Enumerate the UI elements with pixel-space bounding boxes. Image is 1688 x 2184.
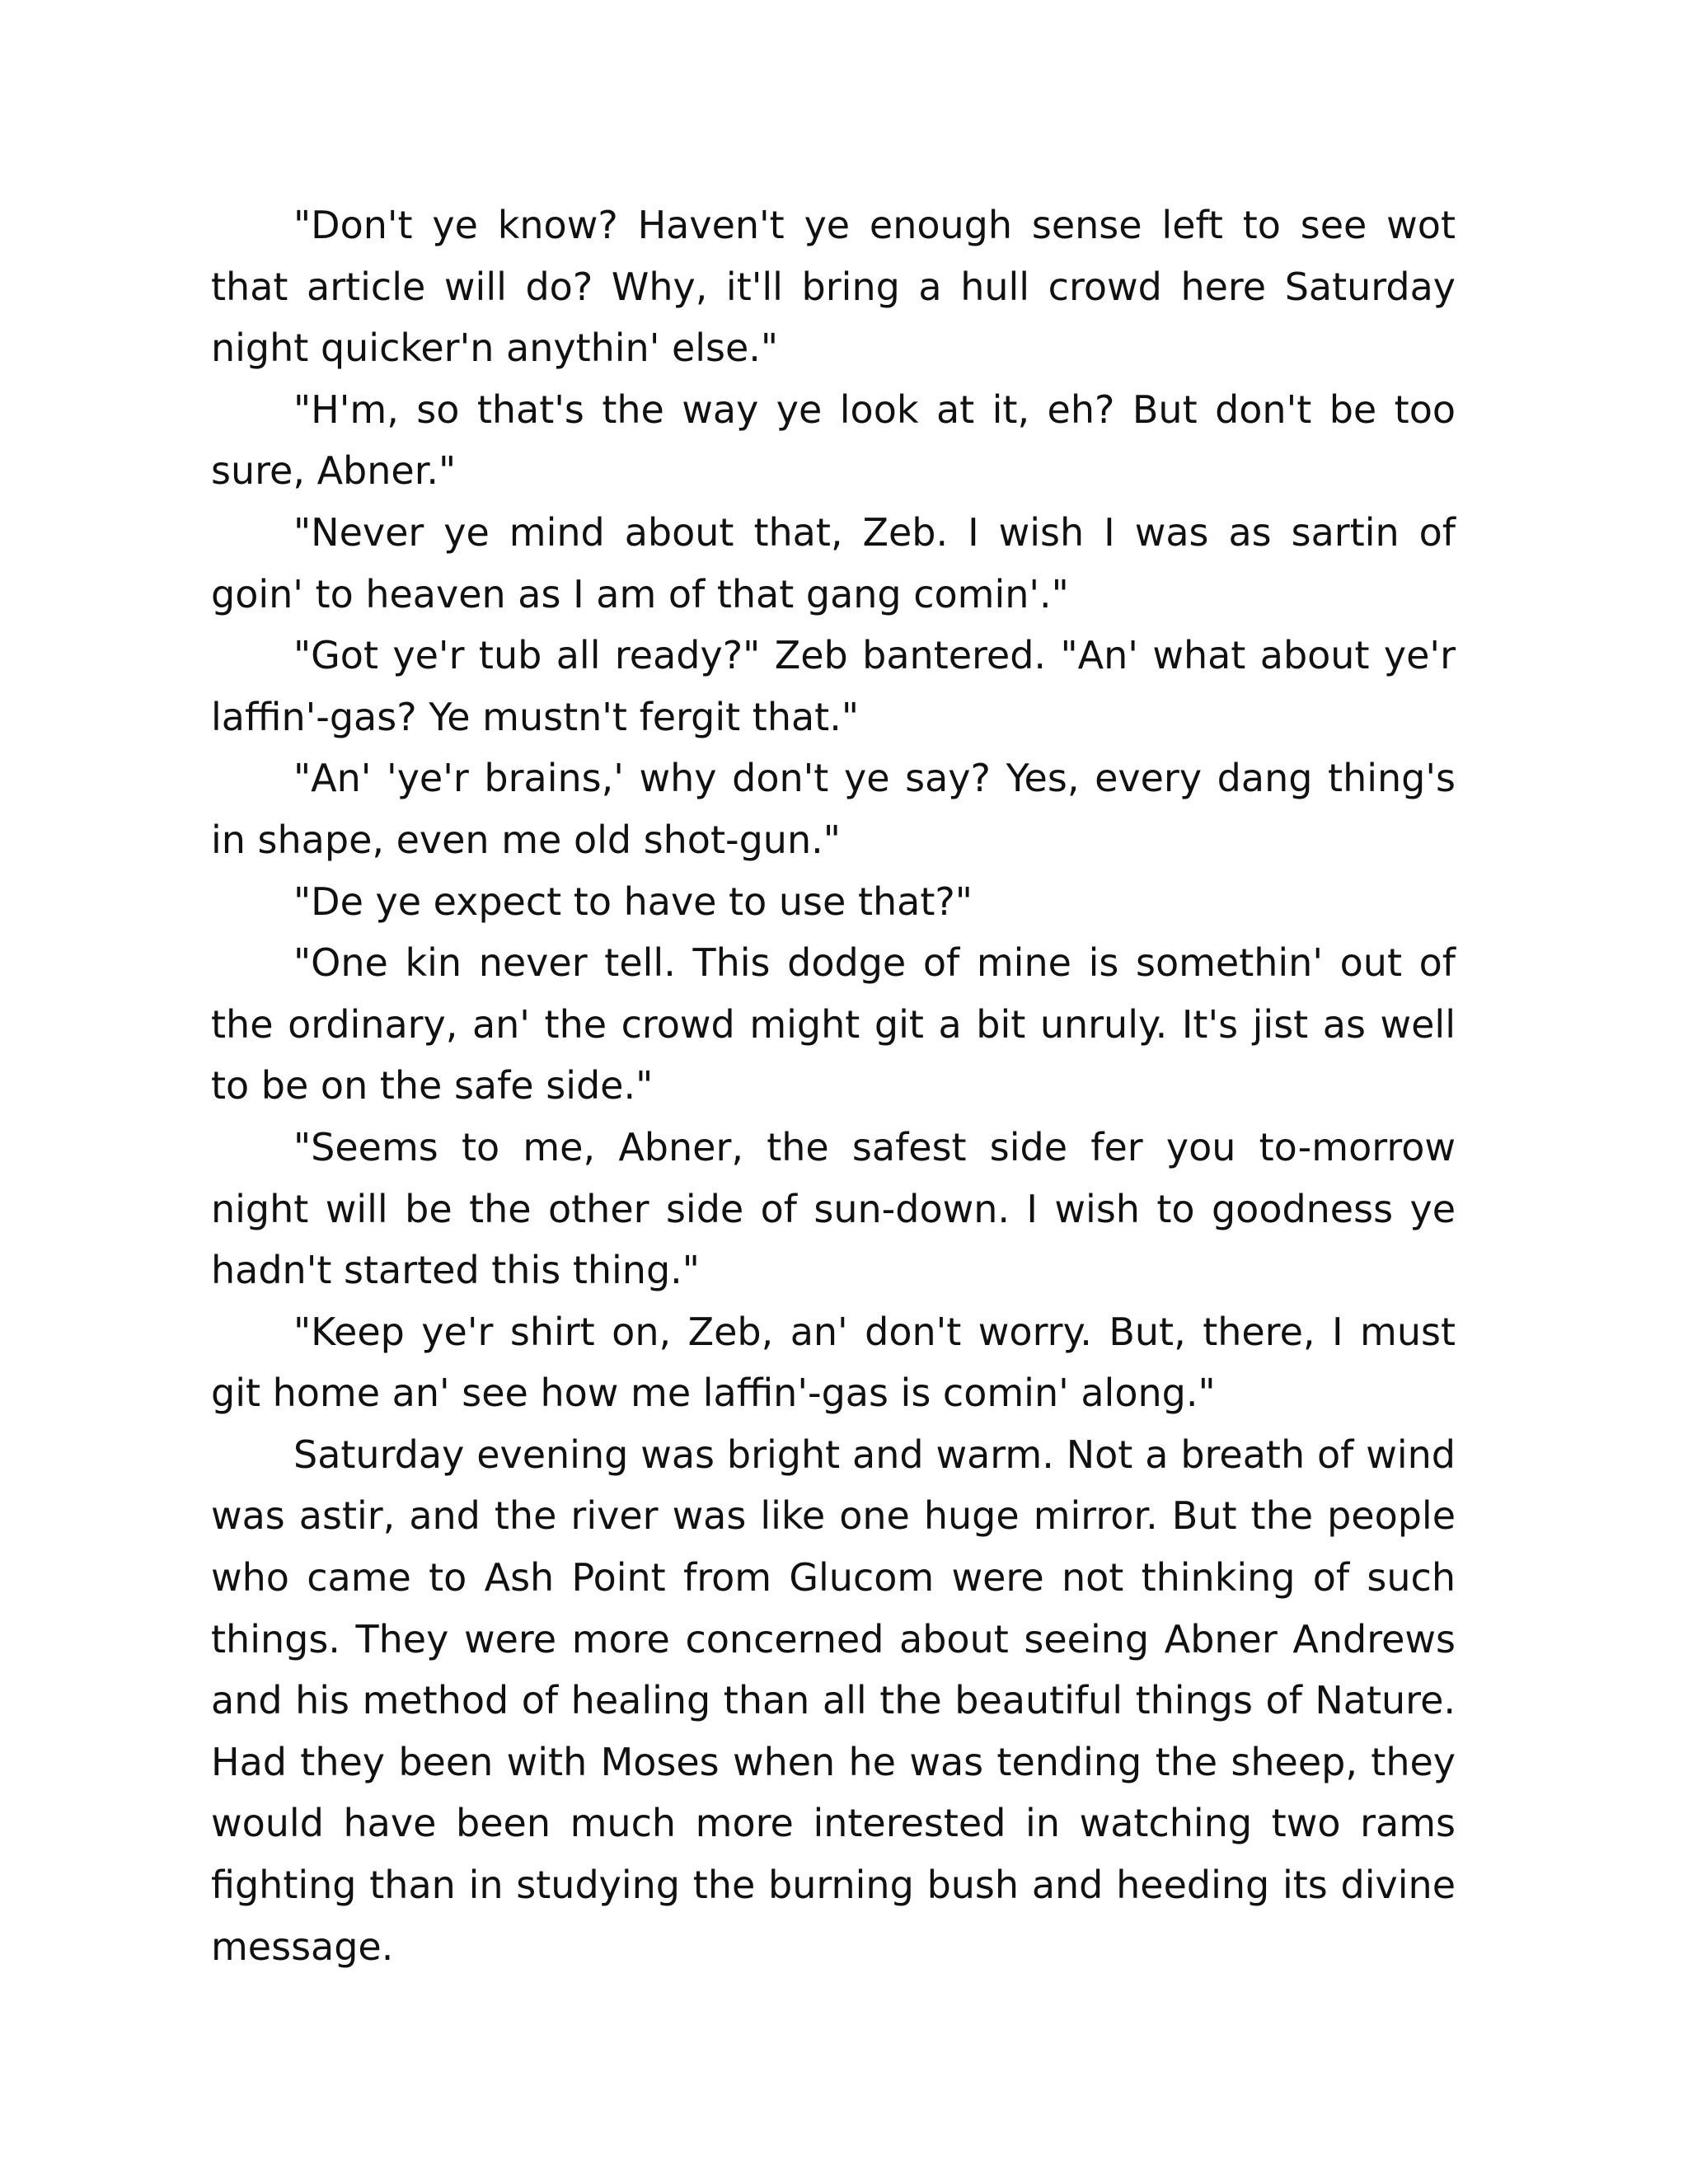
paragraph-7: "One kin never tell. This dodge of mine is somethin' out of the ordinary, an' the crowd might git a bit unruly. It's jist as well to be on the safe side." <box>211 940 1456 1108</box>
paragraph-3: "Never ye mind about that, Zeb. I wish I was as sartin of goin' to heaven as I am of that gang comin'." <box>211 509 1456 616</box>
paragraph-10: Saturday evening was bright and warm. Not a breath of wind was astir, and the river was like one huge mirror. But the people who came to Ash Point from Glucom were not thinking of such things. They were more concerned about seeing Abner Andrews and his method of healing than all the beautiful things of Nature. Had they been with Moses when he was tending the sheep, they would have been much more interested in watching two rams fighting than in studying the burning bush and heeding its divine message. <box>211 1432 1456 1969</box>
paragraph-4: "Got ye'r tub all ready?" Zeb bantered. "An' what about ye'r laffin'-gas? Ye mustn't fergit that." <box>211 633 1456 739</box>
paragraph-9: "Keep ye'r shirt on, Zeb, an' don't worry. But, there, I must git home an' see how me laffin'-gas is comin' along." <box>211 1309 1456 1416</box>
paragraph-6: "De ye expect to have to use that?" <box>293 879 973 924</box>
page-text <box>211 194 1456 1977</box>
paragraph-8: "Seems to me, Abner, the safest side fer you to-morrow night will be the other side of sun-down. I wish to goodness ye hadn't started this thing." <box>211 1124 1456 1293</box>
paragraph-5: "An' 'ye'r brains,' why don't ye say? Yes, every dang thing's in shape, even me old shot-gun." <box>211 756 1456 862</box>
paragraph-2: "H'm, so that's the way ye look at it, eh? But don't be too sure, Abner." <box>211 387 1456 494</box>
paragraph-1: "Don't ye know? Haven't ye enough sense left to see wot that article will do? Why, it'll bring a hull crowd here Saturday night quicker'n anythin' else." <box>211 203 1456 371</box>
